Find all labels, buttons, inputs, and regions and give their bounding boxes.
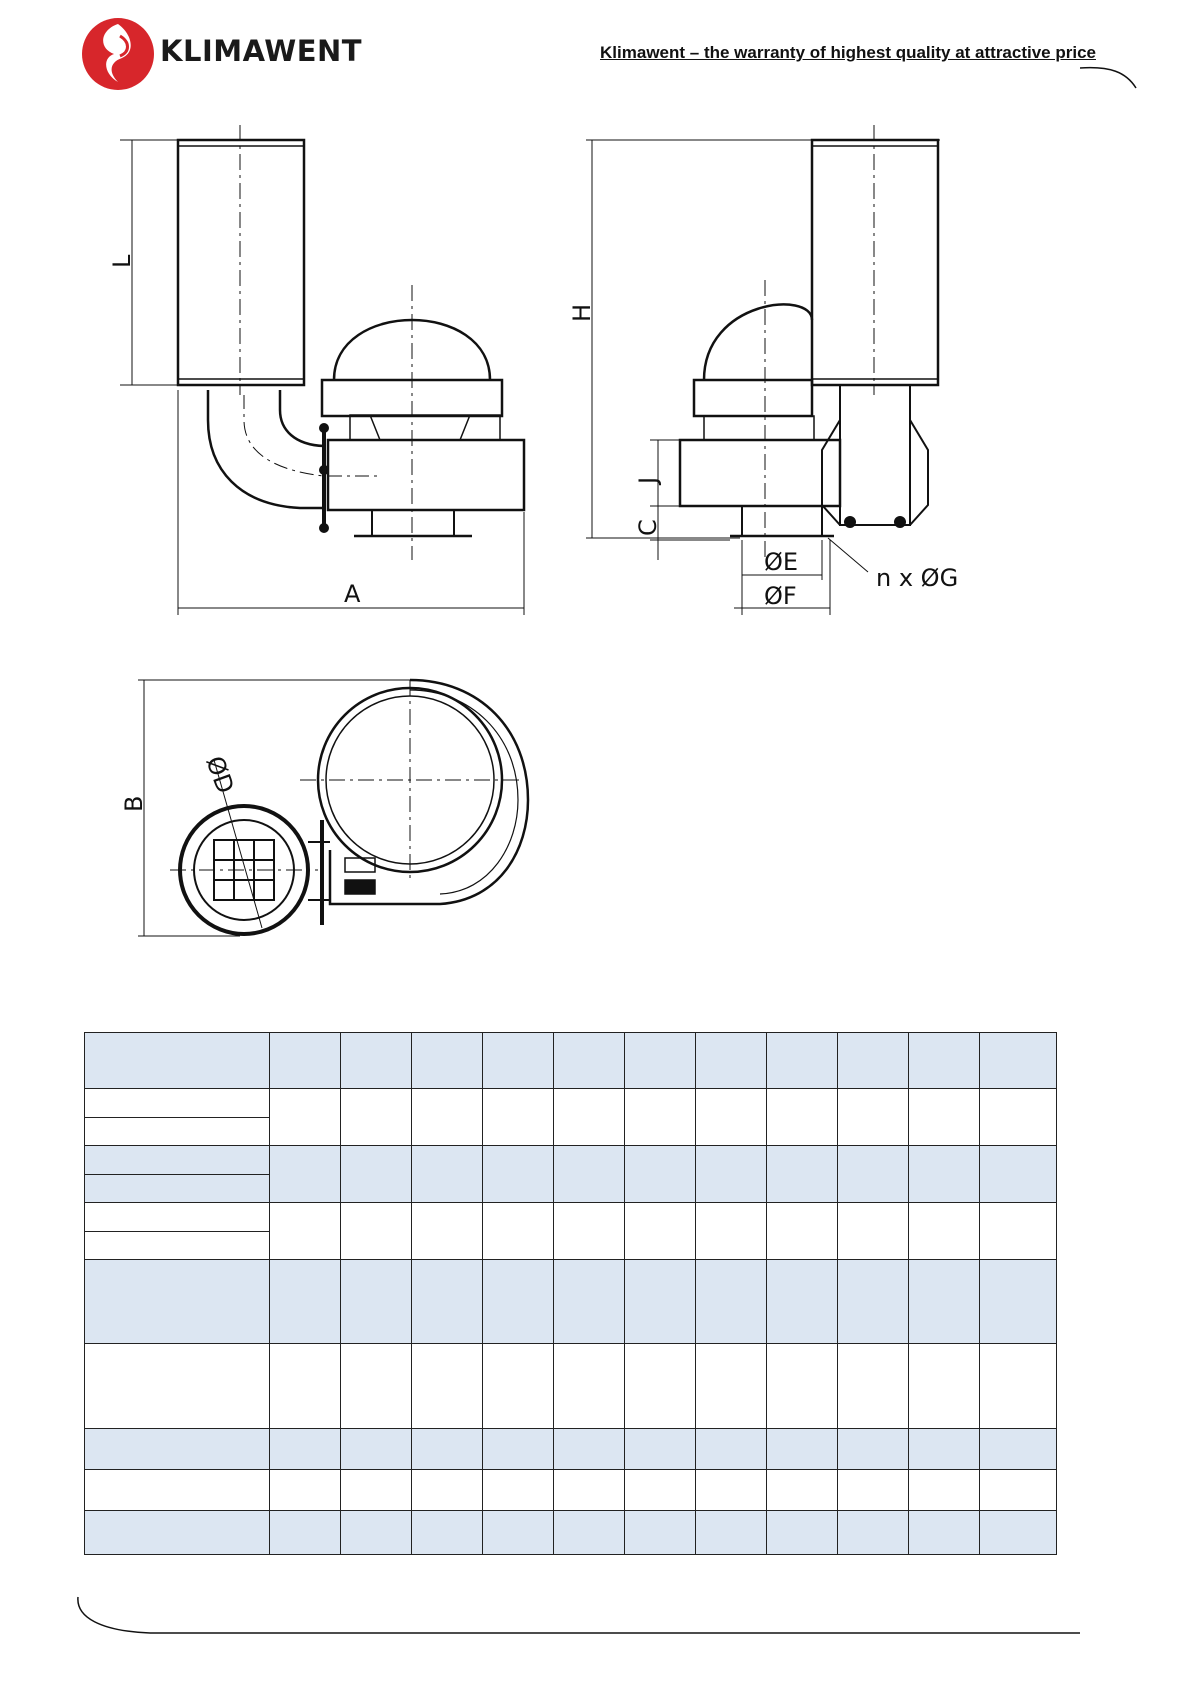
table-cell	[767, 1146, 838, 1203]
table-cell	[838, 1429, 909, 1470]
table-cell	[85, 1511, 270, 1555]
table-cell	[838, 1470, 909, 1511]
table-cell	[696, 1511, 767, 1555]
table-cell	[980, 1203, 1057, 1260]
table-cell	[838, 1260, 909, 1344]
footer-swoosh	[70, 1595, 1090, 1655]
table-cell	[85, 1429, 270, 1470]
table-cell	[696, 1344, 767, 1429]
table-row	[85, 1089, 1057, 1118]
table-cell	[767, 1511, 838, 1555]
table-cell	[767, 1470, 838, 1511]
table-cell	[838, 1089, 909, 1146]
table-cell	[341, 1470, 412, 1511]
table-cell	[838, 1146, 909, 1203]
table-cell	[270, 1033, 341, 1089]
table-cell	[980, 1344, 1057, 1429]
table-cell	[412, 1260, 483, 1344]
table-cell	[483, 1511, 554, 1555]
table-cell	[554, 1089, 625, 1146]
table-cell	[483, 1146, 554, 1203]
table-cell	[625, 1260, 696, 1344]
side-view	[586, 125, 940, 615]
table-cell	[696, 1260, 767, 1344]
table-cell	[85, 1175, 270, 1203]
table-cell	[270, 1260, 341, 1344]
table-cell	[341, 1511, 412, 1555]
table-cell	[909, 1203, 980, 1260]
table-cell	[270, 1344, 341, 1429]
table-cell	[270, 1429, 341, 1470]
spec-table	[84, 1032, 1057, 1555]
table-cell	[909, 1470, 980, 1511]
table-cell	[270, 1089, 341, 1146]
table-row	[85, 1146, 1057, 1175]
table-cell	[483, 1470, 554, 1511]
table-cell	[909, 1146, 980, 1203]
brand-name: KLIMAWENT	[160, 34, 363, 68]
table-cell	[554, 1344, 625, 1429]
table-cell	[696, 1470, 767, 1511]
table-cell	[909, 1089, 980, 1146]
dim-label-G: n x ØG	[876, 564, 959, 592]
table-cell	[625, 1033, 696, 1089]
table-cell	[838, 1344, 909, 1429]
table-cell	[483, 1344, 554, 1429]
front-view	[120, 125, 524, 615]
table-cell	[980, 1146, 1057, 1203]
table-cell	[341, 1429, 412, 1470]
table-cell	[625, 1429, 696, 1470]
table-cell	[270, 1470, 341, 1511]
table-cell	[341, 1033, 412, 1089]
table-cell	[270, 1203, 341, 1260]
table-cell	[625, 1203, 696, 1260]
table-cell	[341, 1260, 412, 1344]
table-cell	[554, 1470, 625, 1511]
table-cell	[909, 1429, 980, 1470]
table-cell	[909, 1033, 980, 1089]
table-cell	[625, 1344, 696, 1429]
table-row	[85, 1429, 1057, 1470]
table-cell	[980, 1260, 1057, 1344]
table-cell	[767, 1344, 838, 1429]
table-cell	[980, 1470, 1057, 1511]
table-cell	[554, 1033, 625, 1089]
table-cell	[483, 1203, 554, 1260]
table-cell	[909, 1260, 980, 1344]
table-cell	[483, 1089, 554, 1146]
table-cell	[412, 1033, 483, 1089]
table-cell	[412, 1470, 483, 1511]
table-row	[85, 1511, 1057, 1555]
table-cell	[483, 1260, 554, 1344]
table-row	[85, 1470, 1057, 1511]
table-cell	[909, 1511, 980, 1555]
table-cell	[554, 1203, 625, 1260]
table-cell	[980, 1089, 1057, 1146]
table-cell	[696, 1429, 767, 1470]
table-cell	[85, 1203, 270, 1232]
table-cell	[483, 1429, 554, 1470]
table-cell	[412, 1146, 483, 1203]
dim-label-H: H	[568, 303, 596, 322]
table-cell	[767, 1089, 838, 1146]
table-cell	[909, 1344, 980, 1429]
table-cell	[341, 1146, 412, 1203]
table-cell	[554, 1260, 625, 1344]
table-cell	[483, 1033, 554, 1089]
table-cell	[696, 1146, 767, 1203]
table-cell	[767, 1033, 838, 1089]
table-cell	[85, 1089, 270, 1118]
table-cell	[696, 1089, 767, 1146]
top-view	[138, 680, 528, 936]
table-cell	[85, 1260, 270, 1344]
table-cell	[341, 1344, 412, 1429]
table-cell	[767, 1203, 838, 1260]
table-cell	[412, 1203, 483, 1260]
table-cell	[412, 1511, 483, 1555]
table-cell	[625, 1511, 696, 1555]
dim-label-F: ØF	[764, 582, 797, 610]
dim-label-C: C	[634, 519, 662, 536]
table-cell	[554, 1146, 625, 1203]
dim-label-E: ØE	[764, 548, 799, 576]
table-cell	[696, 1203, 767, 1260]
table-cell	[980, 1033, 1057, 1089]
dim-label-L: L	[108, 254, 136, 268]
table-cell	[85, 1118, 270, 1146]
header-slogan: Klimawent – the warranty of highest quality at attractive price	[600, 43, 1096, 62]
table-cell	[85, 1344, 270, 1429]
table-cell	[85, 1033, 270, 1089]
table-cell	[625, 1089, 696, 1146]
table-cell	[270, 1146, 341, 1203]
dim-label-J: J	[634, 476, 662, 484]
table-cell	[341, 1203, 412, 1260]
table-cell	[554, 1429, 625, 1470]
table-cell	[980, 1511, 1057, 1555]
table-cell	[412, 1344, 483, 1429]
table-cell	[838, 1511, 909, 1555]
table-cell	[412, 1089, 483, 1146]
table-row	[85, 1260, 1057, 1344]
table-cell	[767, 1429, 838, 1470]
table-cell	[838, 1033, 909, 1089]
table-cell	[412, 1429, 483, 1470]
table-cell	[838, 1203, 909, 1260]
table-cell	[625, 1146, 696, 1203]
table-cell	[696, 1033, 767, 1089]
dim-label-D: ØD	[200, 752, 240, 798]
table-cell	[625, 1470, 696, 1511]
dim-label-B: B	[120, 795, 148, 812]
dim-label-A: A	[344, 580, 361, 608]
table-row	[85, 1344, 1057, 1429]
table-row	[85, 1203, 1057, 1232]
table-cell	[767, 1260, 838, 1344]
table-cell	[980, 1429, 1057, 1470]
table-cell	[85, 1470, 270, 1511]
table-cell	[85, 1146, 270, 1175]
table-cell	[341, 1089, 412, 1146]
table-cell	[554, 1511, 625, 1555]
table-header-row	[85, 1033, 1057, 1089]
table-cell	[85, 1232, 270, 1260]
table-cell	[270, 1511, 341, 1555]
